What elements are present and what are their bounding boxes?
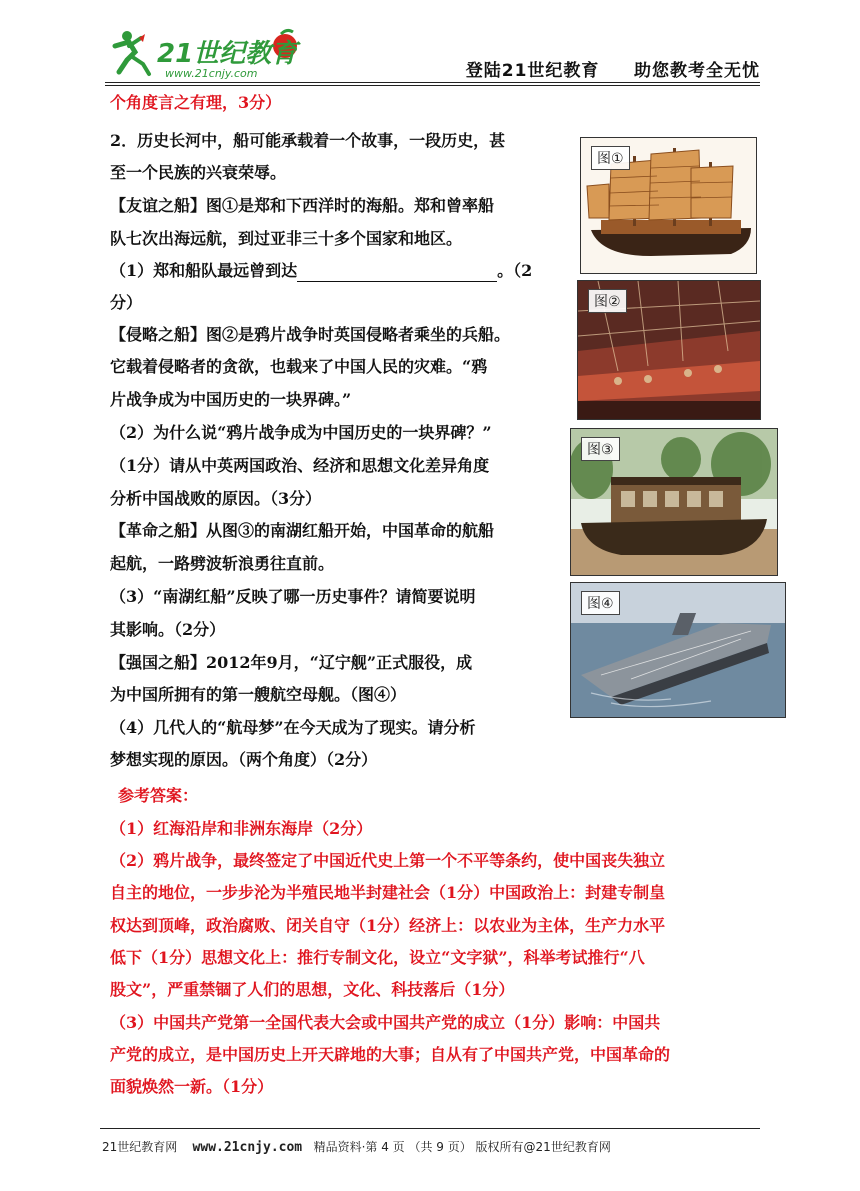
sub-question-2-end: 分析中国战败的原因。（3分） (110, 489, 322, 508)
figure-3-label: 图③ (581, 437, 620, 461)
sub-question-2-cont: （1分）请从中英两国政治、经济和思想文化差异角度 (110, 456, 490, 475)
figure-4-label: 图④ (581, 591, 620, 615)
sub-question-2: （2）为什么说“鸦片战争成为中国历史的一块界碑？” (110, 423, 492, 442)
aggression-ship-text: 【侵略之船】图②是鸦片战争时英国侵略者乘坐的兵船。 (110, 325, 511, 344)
sub-question-1 (110, 260, 532, 282)
answer-2-line-3: 权达到顶峰，政治腐败、闭关自守（1分）经济上：以农业为主体，生产力水平 (110, 916, 666, 935)
header-divider-thin (105, 85, 760, 86)
page-footer (102, 1138, 611, 1155)
friendship-ship-text: 【友谊之船】图①是郑和下西洋时的海船。郑和曾率船 (110, 196, 495, 215)
footer-site: 21世纪教育网 (102, 1140, 178, 1154)
answer-heading: 参考答案： (118, 786, 199, 805)
figure-1-label: 图① (591, 146, 630, 170)
footer-info: 精品资料·第 4 页 （共 9 页） 版权所有@21世纪教育网 (313, 1140, 611, 1154)
answer-3-line-1: （3）中国共产党第一全国代表大会或中国共产党的成立（1分）影响：中国共 (110, 1013, 661, 1032)
figure-2-label: 图② (588, 289, 627, 313)
friendship-ship-text-cont: 队七次出海远航，到过亚非三十多个国家和地区。 (110, 229, 463, 248)
answer-2-line-4: 低下（1分）思想文化上：推行专制文化，设立“文字狱”，科举考试推行“八 (110, 948, 645, 967)
answer-3-line-2: 产党的成立，是中国历史上开天辟地的大事；自从有了中国共产党，中国革命的 (110, 1045, 671, 1064)
question-2-intro-cont: 至一个民族的兴衰荣辱。 (110, 163, 287, 182)
sub-question-1-text: （1）郑和船队最远曾到达 (110, 261, 298, 280)
answer-1: （1）红海沿岸和非洲东海岸（2分） (110, 819, 373, 838)
header-divider (105, 82, 760, 83)
prev-answer-tail: 个角度言之有理，3分） (110, 93, 282, 112)
aggression-ship-text-cont: 它载着侵略者的贪欲，也载来了中国人民的灾难。“鸦 (110, 357, 488, 376)
question-2-intro: 2．历史长河中，船可能承载着一个故事，一段历史，甚 (110, 131, 506, 150)
answer-2-line-5: 股文”，严重禁锢了人们的思想，文化、科技落后（1分） (110, 980, 515, 999)
sub-question-4-cont: 梦想实现的原因。（两个角度）（2分） (110, 750, 378, 769)
sub-question-1-points: 。（2 (497, 261, 533, 280)
answer-2-line-1: （2）鸦片战争，最终签定了中国近代史上第一个不平等条约，使中国丧失独立 (110, 851, 666, 870)
footer-url[interactable]: www.21cnjy.com (192, 1140, 303, 1155)
revolution-ship-text-cont: 起航，一路劈波斩浪勇往直前。 (110, 554, 335, 573)
figure-2-british-warship (577, 280, 761, 420)
aggression-ship-text-end: 片战争成为中国历史的一块界碑。” (110, 390, 352, 409)
logo-url: www.21cnjy.com (165, 67, 258, 80)
answer-3-line-3: 面貌焕然一新。（1分） (110, 1077, 274, 1096)
sub-question-4: （4）几代人的“航母梦”在今天成为了现实。请分析 (110, 718, 476, 737)
figure-3-red-boat (570, 428, 778, 576)
figure-4-aircraft-carrier (570, 582, 786, 718)
figure-1-zhenghe-ship (580, 137, 757, 274)
power-ship-text-cont: 为中国所拥有的第一艘航空母舰。（图④） (110, 685, 407, 704)
slogan-left: 登陆21世纪教育 (465, 61, 600, 81)
revolution-ship-text: 【革命之船】从图③的南湖红船开始，中国革命的航船 (110, 521, 495, 540)
sub-question-3-cont: 其影响。（2分） (110, 620, 226, 639)
logo-text: 21世纪教育 (157, 39, 298, 69)
answer-2-line-2: 自主的地位，一步步沦为半殖民地半封建社会（1分）中国政治上：封建专制皇 (110, 883, 666, 902)
power-ship-text: 【强国之船】2012年9月，“辽宁舰”正式服役，成 (110, 653, 473, 672)
slogan-right: 助您教考全无忧 (634, 61, 760, 81)
sub-question-1-points-cont: 分） (110, 293, 143, 312)
answer-blank[interactable] (297, 265, 497, 282)
footer-divider (100, 1128, 760, 1129)
header-slogan (466, 56, 760, 81)
sub-question-3: （3）“南湖红船”反映了哪一历史事件？请简要说明 (110, 587, 476, 606)
site-logo (105, 24, 315, 84)
